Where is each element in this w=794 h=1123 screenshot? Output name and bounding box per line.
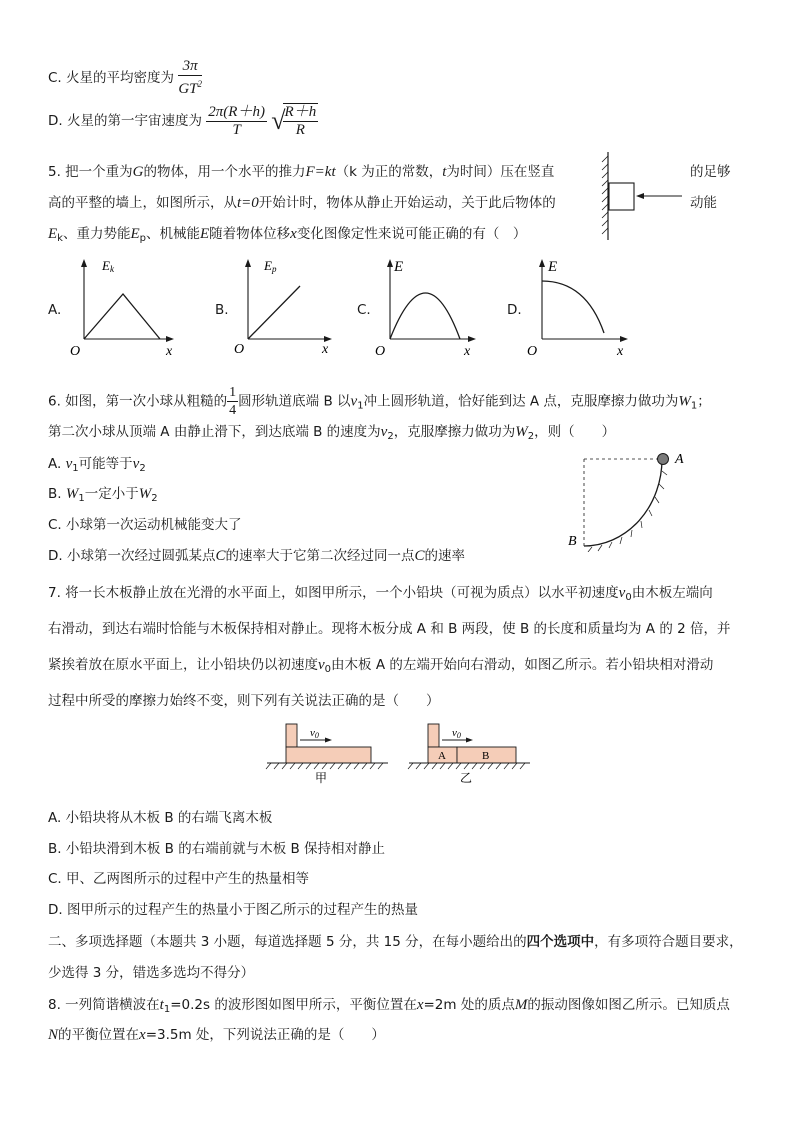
q6-option-b: B. $W_1$一定小于$W_2$ [48,486,158,504]
graph-d-origin: O [527,344,538,359]
q7-line3: 紧挨着放在原水平面上，让小铅块仍以初速度$v_0$由木板 A 的左端开始向右滑动，如图乙所示。若小铅块相对滑动 [48,657,714,675]
wall-block-diagram [598,148,690,244]
long-board [286,747,371,763]
figure-yi-caption: 乙 [460,771,473,785]
sqrt-fraction: $\frac{R+h}{R}$ [284,104,317,138]
q4-option-d [48,103,318,139]
figure-yi [405,718,535,786]
q5-graph-b-label: B. [215,302,229,318]
sqrt-sign: √ [271,106,286,135]
q5-graph-c [372,255,492,359]
q7-option-b: B. 小铅块滑到木板 B 的右端前就与木板 B 保持相对静止 [48,841,386,857]
quarter-fraction: $\frac{1}{4}$ [229,385,237,418]
graph-c-xlabel: x [464,344,471,359]
graph-c-origin: O [375,344,386,359]
q4-option-c [48,58,202,98]
pressed-block [609,183,634,210]
graph-d-curve [542,281,604,333]
point-b-label: B [568,534,577,549]
q6-option-d: D. 小球第一次经过圆弧某点C的速率大于它第二次经过同一点C的速率 [48,548,466,564]
q6-option-a: A. $v_1$可能等于$v_2$ [48,456,146,474]
figure-jia-caption: 甲 [315,771,328,785]
q7-line2: 右滑动，到达右端时恰能与木板保持相对静止。现将木板分成 A 和 B 两段，使 B 的长度和质量均为 A 的 2 倍，并 [48,621,731,637]
velocity-fraction: $\frac{2\pi(R+h)}{T}$ [208,103,265,138]
point-a-label: A [675,452,684,467]
v0-label: v0 [452,727,461,740]
q5-line2-tail: 动能 [690,195,717,211]
q6-option-c: C. 小球第一次运动机械能变大了 [48,517,242,533]
q5-graph-d-label: D. [507,302,522,318]
track-arc [584,459,662,546]
lead-block [428,724,439,747]
q5-graph-b [230,255,350,359]
q5-graph-d [524,255,644,359]
q5-line1-tail: 的足够 [690,164,731,180]
quarter-circle-track [562,446,702,552]
q8-line1: 8. 一列简谐横波在$t_1=0.2s$ 的波形图如图甲所示，平衡位置在x=2m 处的质点M的振动图像如图乙所示。已知质点 [48,997,730,1015]
board-b-label: B [482,750,490,762]
section-2-heading: 二、多项选择题（本题共 3 小题，每道选择题 5 分，共 15 分，在每小题给出的四个选项中，有多项符合题目要求， [48,934,743,950]
graph-b-curve [248,286,300,339]
graph-b-ylabel: Ep [264,258,277,274]
graph-a-curve [84,294,160,339]
section-2-note: 少选得 3 分，错选多选均不得分） [48,965,255,981]
graph-d-ylabel: E [548,259,558,275]
q5-graph-a [66,255,186,359]
q5-line2: 高的平整的墙上，如图所示，从t=0开始计时，物体从静止开始运动，关于此后物体的 [48,195,556,211]
board-a-label: A [438,750,446,762]
q7-option-c: C. 甲、乙两图所示的过程中产生的热量相等 [48,871,310,887]
lead-block [286,724,297,747]
q5-line1: 5. 把一个重为G的物体，用一个水平的推力F=kt（k 为正的常数，t为时间）压在竖直 [48,164,555,180]
ball [658,454,669,465]
graph-a-xlabel: x [166,344,173,359]
graph-b-xlabel: x [322,342,329,357]
graph-a-ylabel: Ek [102,258,114,274]
q8-line2: N的平衡位置在x=3.5m 处，下列说法正确的是（ ） [48,1027,385,1043]
q5-line3: $E_k$、重力势能$E_p$、机械能E随着物体位移x变化图像定性来说可能正确的有（ ） [48,226,527,244]
q7-line4: 过程中所受的摩擦力始终不变，则下列有关说法正确的是（ ） [48,693,440,709]
q6-line1: 6. 如图，第一次小球从粗糙的 $\frac{1}{4}$ 圆形轨道底端 B 以$v_1$冲上圆形轨道，恰好能到达 A 点，克服摩擦力做功为$W_1$； [48,385,711,418]
density-fraction: $\frac{3\pi}{GT^2}$ [178,58,202,97]
q4-option-c-text: C. 火星的平均密度为 [48,70,175,86]
q4-option-d-text: D. 火星的第一宇宙速度为 [48,113,202,129]
graph-c-curve [390,293,460,339]
q5-graph-a-label: A. [48,302,62,318]
figure-jia [262,718,392,786]
q7-option-a: A. 小铅块将从木板 B 的右端飞离木板 [48,810,273,826]
graph-c-ylabel: E [394,259,404,275]
q5-graph-c-label: C. [357,302,371,318]
graph-d-xlabel: x [617,344,624,359]
q6-line2: 第二次小球从顶端 A 由静止滑下，到达底端 B 的速度为$v_2$，克服摩擦力做功为$W_2$，则（ ） [48,424,616,442]
q7-line1: 7. 将一长木板静止放在光滑的水平面上，如图甲所示，一个小铅块（可视为质点）以水平初速度$v_0$由木板左端向 [48,585,713,603]
graph-a-origin: O [70,344,81,359]
q7-option-d: D. 图甲所示的过程产生的热量小于图乙所示的过程产生的热量 [48,902,418,918]
v0-label: v0 [310,727,319,740]
graph-b-origin: O [234,342,245,357]
